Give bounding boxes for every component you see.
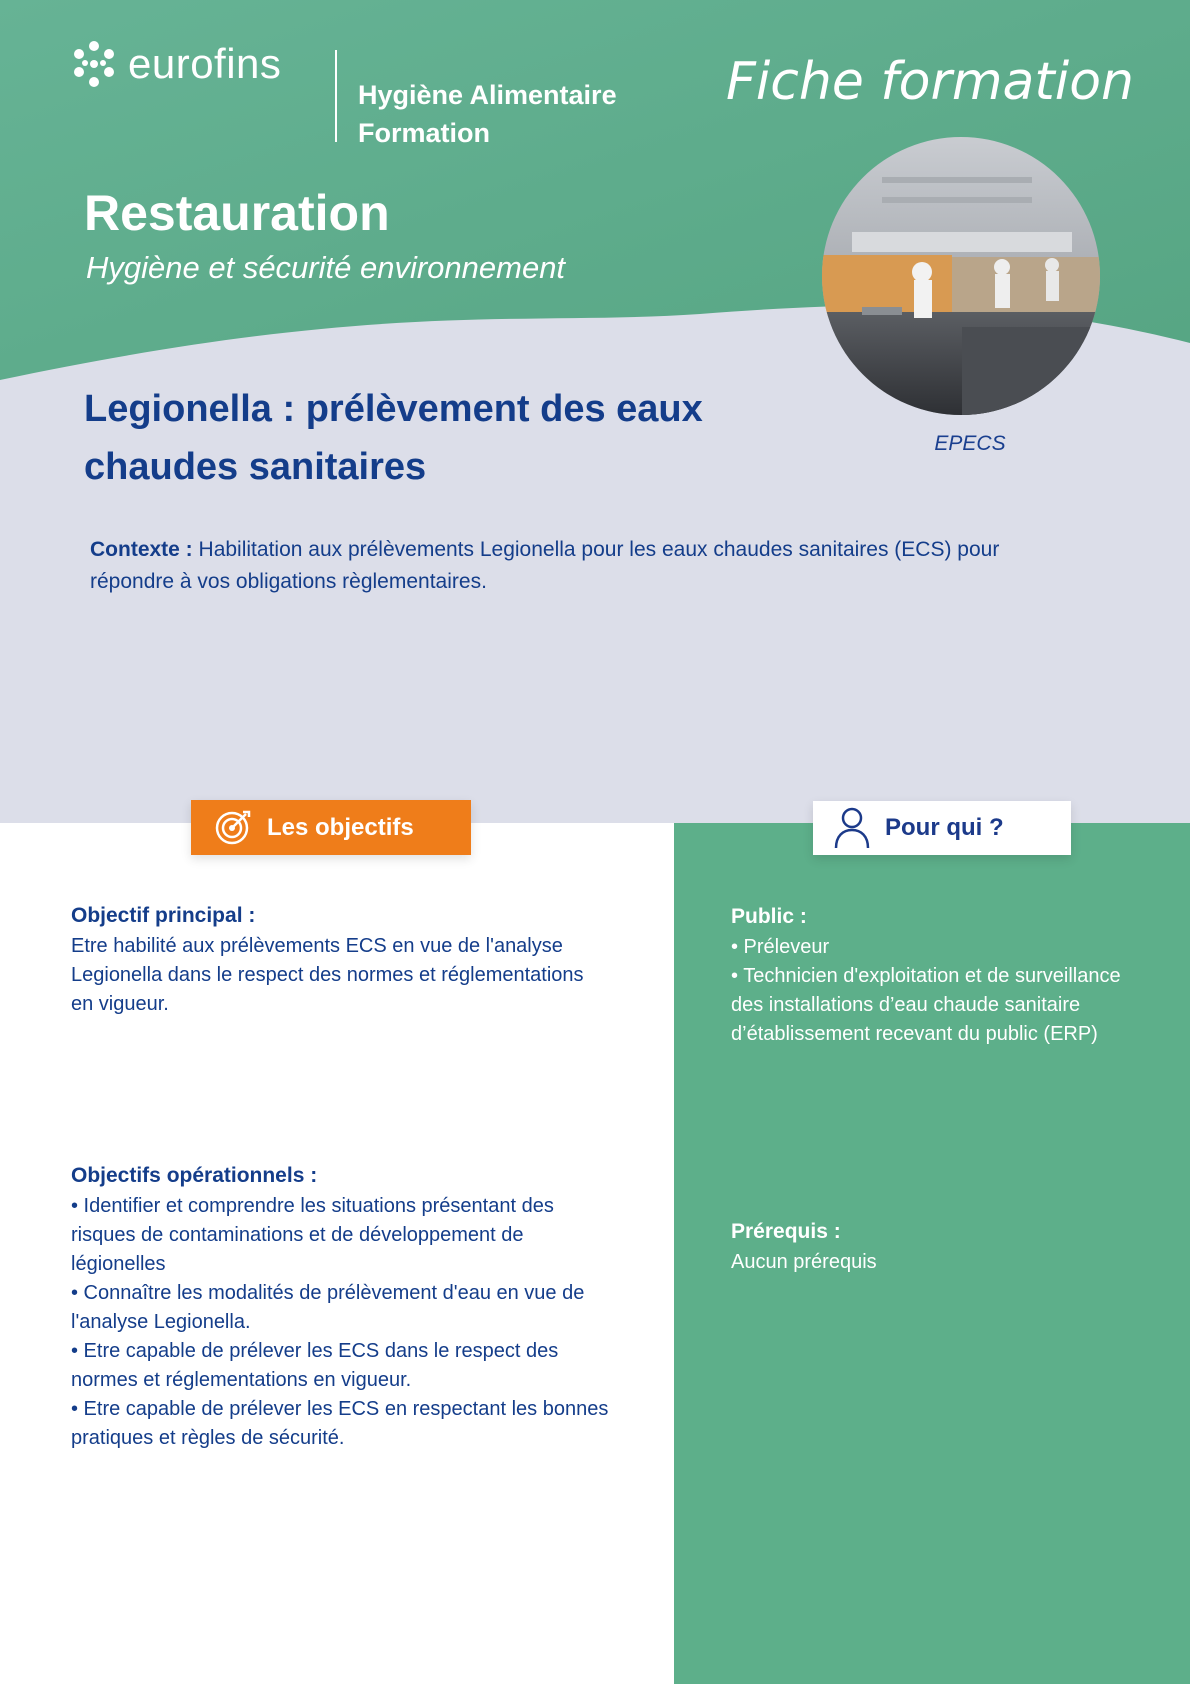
- brand-tagline: [358, 76, 617, 152]
- objectives-tab: [191, 800, 471, 855]
- audience-tab-label: Pour qui ?: [885, 814, 1004, 841]
- public-heading: Public :: [731, 905, 807, 928]
- operational-objectives-heading: Objectifs opérationnels :: [71, 1164, 318, 1187]
- header-divider: [335, 50, 337, 142]
- section-title: Restauration: [84, 185, 390, 241]
- person-icon: [833, 806, 871, 850]
- section-subtitle: Hygiène et sécurité environnement: [86, 250, 566, 285]
- objectives-tab-label: Les objectifs: [267, 813, 414, 841]
- page-title: Legionella : prélèvement des eaux chaudes sanitaires: [84, 388, 703, 488]
- public-block: [731, 901, 1141, 1049]
- operational-objectives-list: [71, 1192, 611, 1453]
- target-icon: [213, 809, 251, 847]
- prerequisites-text: Aucun prérequis: [731, 1251, 877, 1273]
- brand-name: eurofins: [128, 40, 282, 87]
- eurofins-dots-icon: [70, 40, 118, 88]
- main-objective-text: Etre habilité aux prélèvements ECS en vue de l'analyse Legionella dans le respect des normes et réglementations en vigueur.: [71, 935, 584, 1015]
- kitchen-photo: [822, 137, 1100, 415]
- prerequisites-block: [731, 1216, 1141, 1277]
- list-item: • Préleveur: [731, 936, 830, 958]
- document-type: Fiche formation: [725, 52, 1134, 112]
- list-item: • Identifier et comprendre les situations présentant des risques de contaminations et de développement de légionelles: [71, 1195, 554, 1275]
- list-item: • Etre capable de prélever les ECS dans le respect des normes et réglementations en vigueur.: [71, 1340, 559, 1391]
- main-objective-heading: Objectif principal :: [71, 904, 256, 927]
- context-label: Contexte :: [90, 538, 193, 561]
- prerequisites-heading: Prérequis :: [731, 1220, 841, 1243]
- audience-tab: [813, 801, 1071, 855]
- public-list: [731, 933, 1141, 1049]
- tagline-line-1: Hygiène Alimentaire: [358, 80, 617, 110]
- list-item: • Connaître les modalités de prélèvement d'eau en vue de l'analyse Legionella.: [71, 1282, 585, 1333]
- list-item: • Technicien d'exploitation et de surveillance des installations d’eau chaude sanitaire d’établissement recevant du public (ERP): [731, 965, 1121, 1045]
- context-text: Habilitation aux prélèvements Legionella pour les eaux chaudes sanitaires (ECS) pour répondre à vos obligations règlementaires.: [90, 538, 1000, 593]
- kitchen-photo-illustration: [822, 137, 1100, 415]
- photo-caption: EPECS: [934, 432, 1006, 455]
- tagline-line-2: Formation: [358, 118, 490, 148]
- main-objective-block: [71, 900, 611, 1019]
- eurofins-logo: [70, 40, 281, 88]
- operational-objectives-block: [71, 1160, 611, 1453]
- context-paragraph: [90, 534, 1050, 598]
- list-item: • Etre capable de prélever les ECS en respectant les bonnes pratiques et règles de sécurité.: [71, 1398, 609, 1449]
